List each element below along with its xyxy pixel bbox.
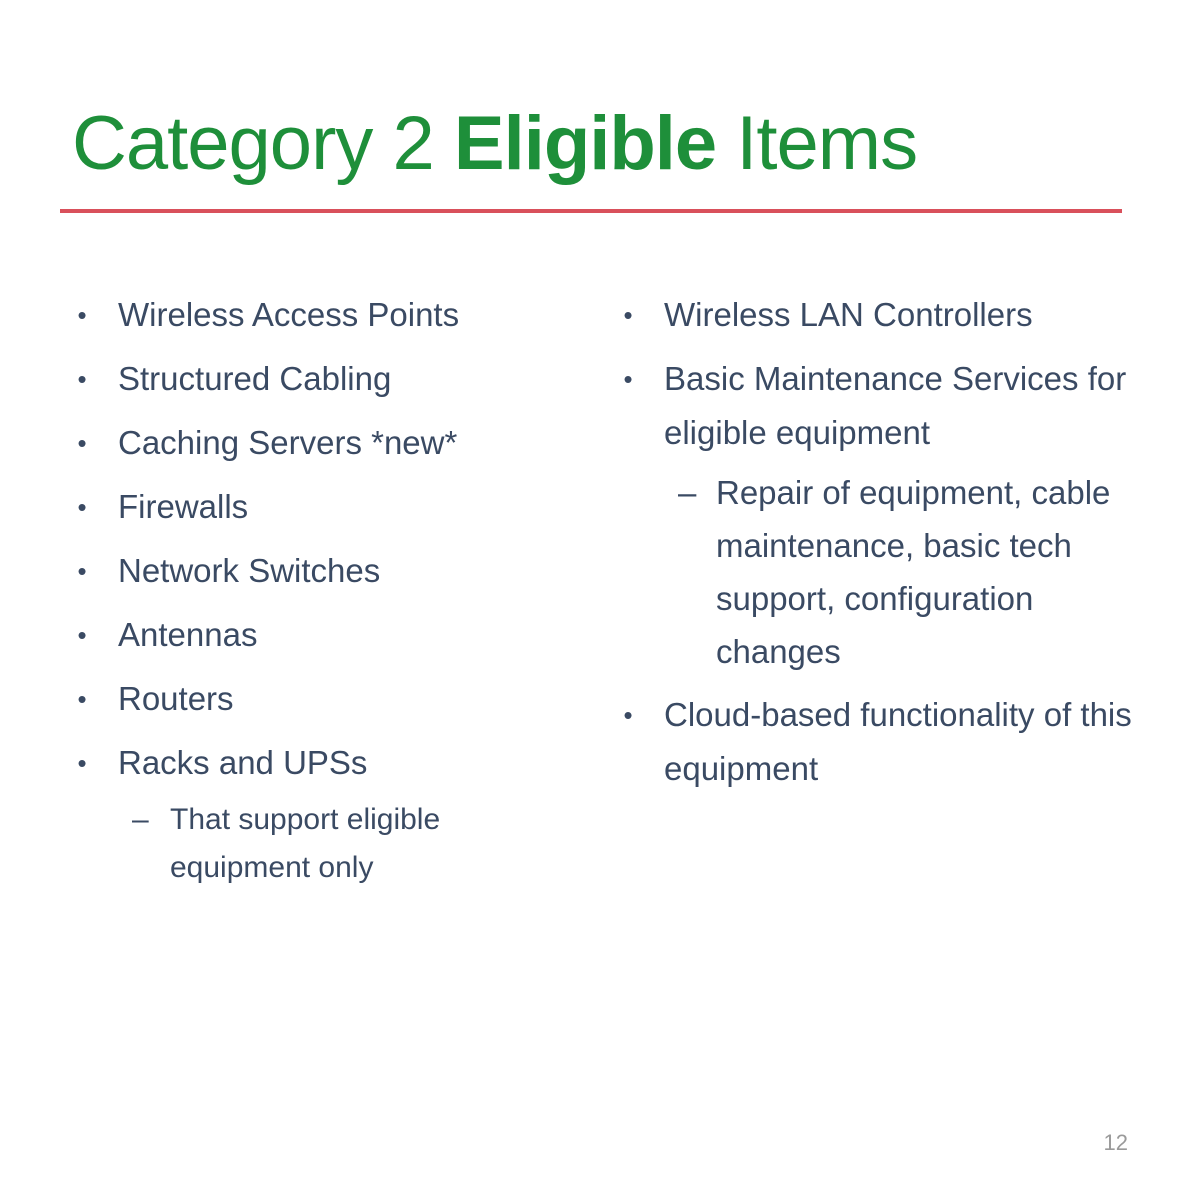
list-item <box>72 544 582 598</box>
right-bullet-list <box>618 288 1138 806</box>
bullet-icon: • <box>77 492 87 522</box>
bullet-icon: • <box>623 300 633 330</box>
list-item <box>72 672 582 726</box>
sub-list-item <box>664 466 1138 678</box>
title-emphasis: Eligible <box>453 101 717 186</box>
sub-list <box>118 796 582 892</box>
list-item <box>72 480 582 534</box>
list-item-label: Antennas <box>118 616 258 653</box>
bullet-icon: • <box>77 364 87 394</box>
slide-title <box>72 100 917 187</box>
sub-list-item-label: Repair of equipment, cable maintenance, basic tech support, configuration changes <box>716 474 1111 670</box>
list-item <box>618 688 1138 796</box>
list-item <box>618 352 1138 678</box>
list-item <box>72 352 582 406</box>
bullet-icon: • <box>623 364 633 394</box>
list-item <box>72 736 582 892</box>
list-item <box>72 288 582 342</box>
bullet-icon: • <box>77 620 87 650</box>
bullet-icon: • <box>77 684 87 714</box>
list-item-label: Caching Servers *new* <box>118 424 458 461</box>
left-bullet-list <box>72 288 582 902</box>
list-item-label: Structured Cabling <box>118 360 392 397</box>
list-item-label: Racks and UPSs <box>118 744 368 781</box>
list-item-label: Routers <box>118 680 234 717</box>
list-item-label: Basic Maintenance Services for eligible equipment <box>664 360 1127 451</box>
list-item <box>72 608 582 662</box>
sub-list <box>664 466 1138 678</box>
list-item-label: Cloud-based functionality of this equipment <box>664 696 1132 787</box>
dash-icon: – <box>678 474 697 511</box>
bullet-icon: • <box>77 748 87 778</box>
list-item <box>618 288 1138 342</box>
bullet-icon: • <box>77 428 87 458</box>
bullet-icon: • <box>623 700 633 730</box>
page-number: 12 <box>1103 1130 1128 1155</box>
title-text: Category 2 <box>72 101 454 186</box>
bullet-icon: • <box>77 300 87 330</box>
list-item-label: Wireless Access Points <box>118 296 460 333</box>
sub-list-item <box>118 796 582 892</box>
list-item-label: Firewalls <box>118 488 249 525</box>
list-item-label: Wireless LAN Controllers <box>664 296 1033 333</box>
dash-icon: – <box>132 803 149 836</box>
list-item-label: Network Switches <box>118 552 381 589</box>
title-divider <box>60 209 1122 213</box>
bullet-icon: • <box>77 556 87 586</box>
sub-list-item-label: That support eligible equipment only <box>170 803 441 884</box>
title-text-end: Items <box>716 101 918 186</box>
list-item <box>72 416 582 470</box>
